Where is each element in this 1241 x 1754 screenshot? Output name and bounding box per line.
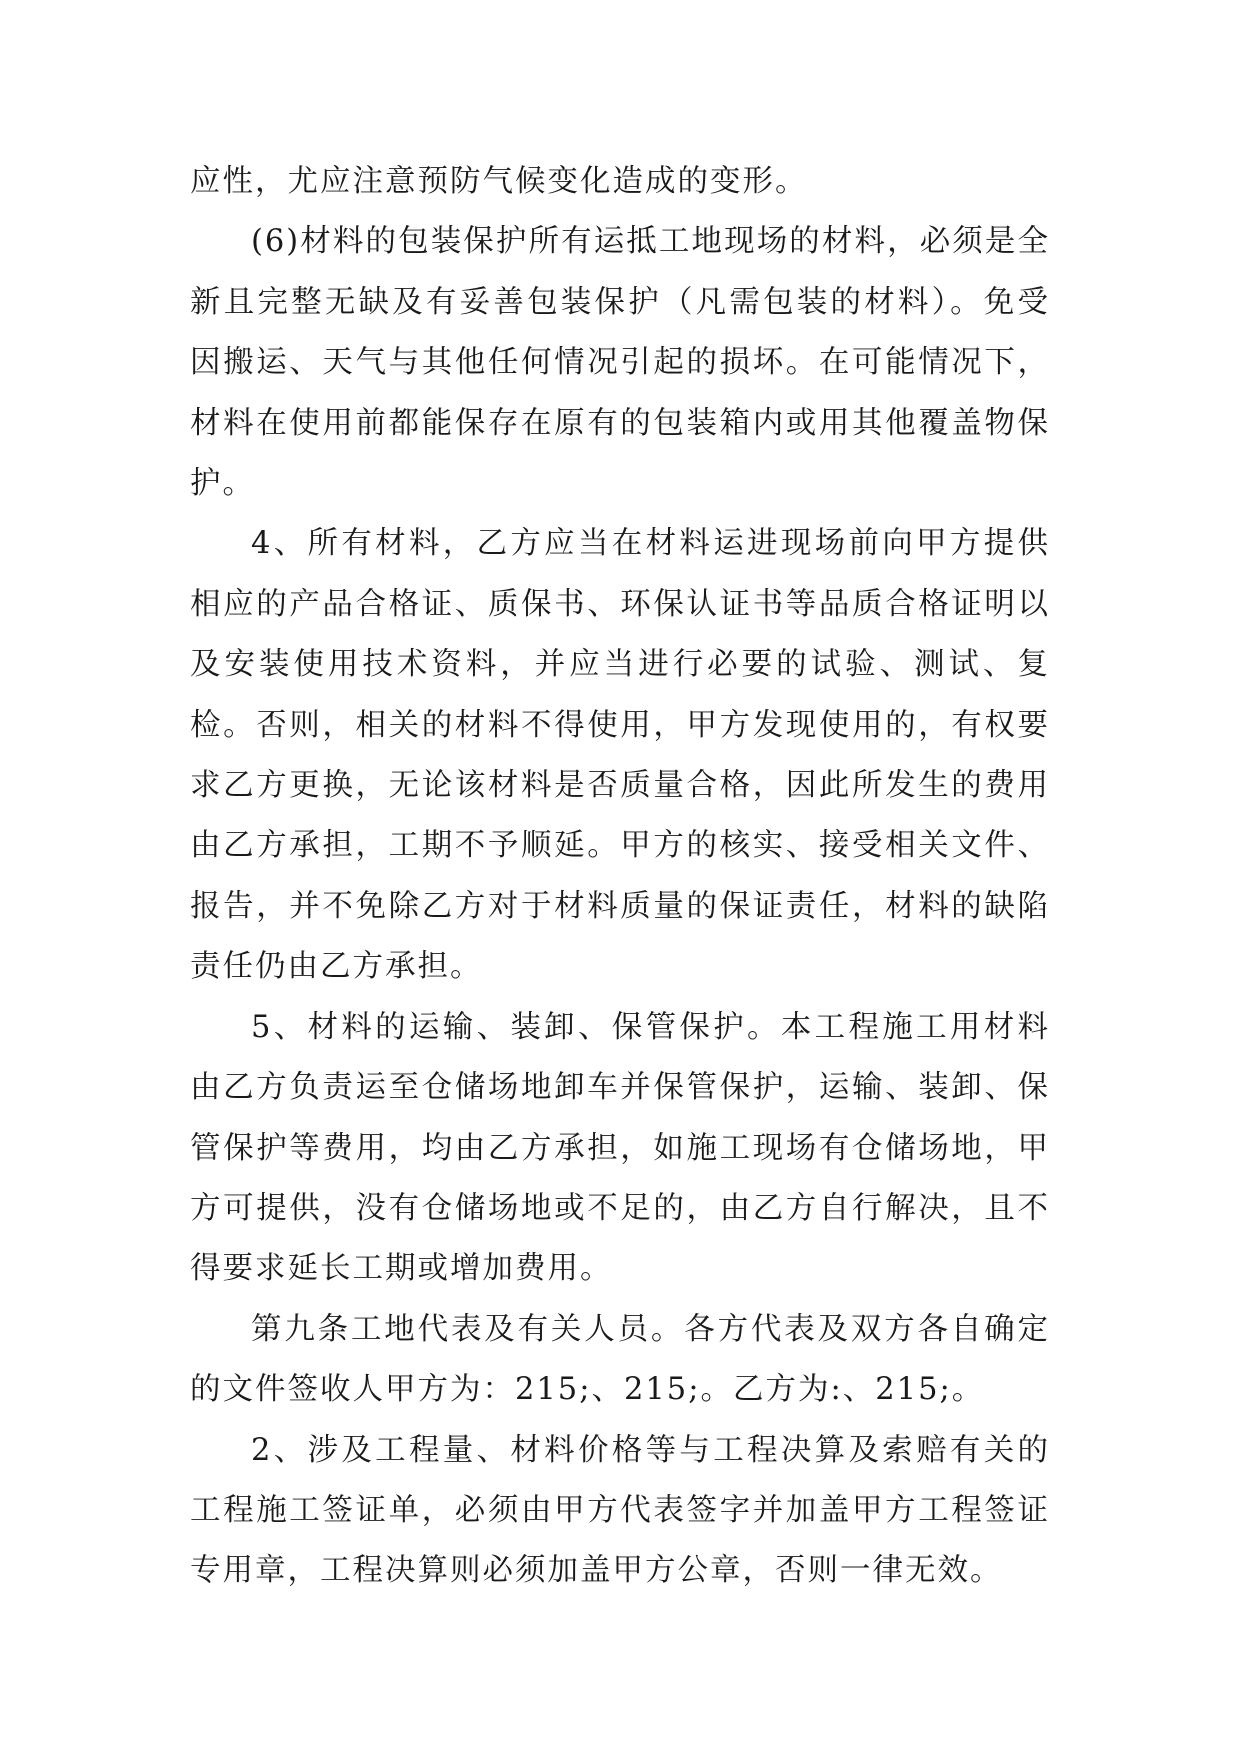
paragraph-material-certificates: 4、所有材料，乙方应当在材料运进现场前向甲方提供相应的产品合格证、质保书、环保认证书等品质合格证明以及安装使用技术资料，并应当进行必要的试验、测试、复检。否则，相关的材料不得使用，甲方发现使用的，有权要求乙方更换，无论该材料是否质量合格，因此所发生的费用由乙方承担，工期不予顺延。甲方的核实、接受相关文件、报告，并不免除乙方对于材料质量的保证责任，材料的缺陷责任仍由乙方承担。 [190, 526, 1050, 985]
document-body [190, 152, 1050, 1602]
paragraph-packaging-protection: (6)材料的包装保护所有运抵工地现场的材料，必须是全新且完整无缺及有妥善包装保护（凡需包装的材料）。免受因搬运、天气与其他任何情况引起的损坏。在可能情况下，材料在使用前都能保存在原有的包装箱内或用其他覆盖物保护。 [190, 224, 1050, 502]
paragraph-material-transport: 5、材料的运输、装卸、保管保护。本工程施工用材料由乙方负责运至仓储场地卸车并保管保护，运输、装卸、保管保护等费用，均由乙方承担，如施工现场有仓储场地，甲方可提供，没有仓储场地或不足的，由乙方自行解决，且不得要求延长工期或增加费用。 [190, 1009, 1050, 1287]
paragraph-visa-requirements: 2、涉及工程量、材料价格等与工程决算及索赔有关的工程施工签证单，必须由甲方代表签字并加盖甲方工程签证专用章，工程决算则必须加盖甲方公章，否则一律无效。 [190, 1432, 1050, 1589]
paragraph-site-representatives: 第九条工地代表及有关人员。各方代表及双方各自确定的文件签收人甲方为：215;、215;。乙方为:、215;。 [190, 1311, 1050, 1408]
paragraph-continuation: 应性，尤应注意预防气候变化造成的变形。 [190, 164, 808, 199]
